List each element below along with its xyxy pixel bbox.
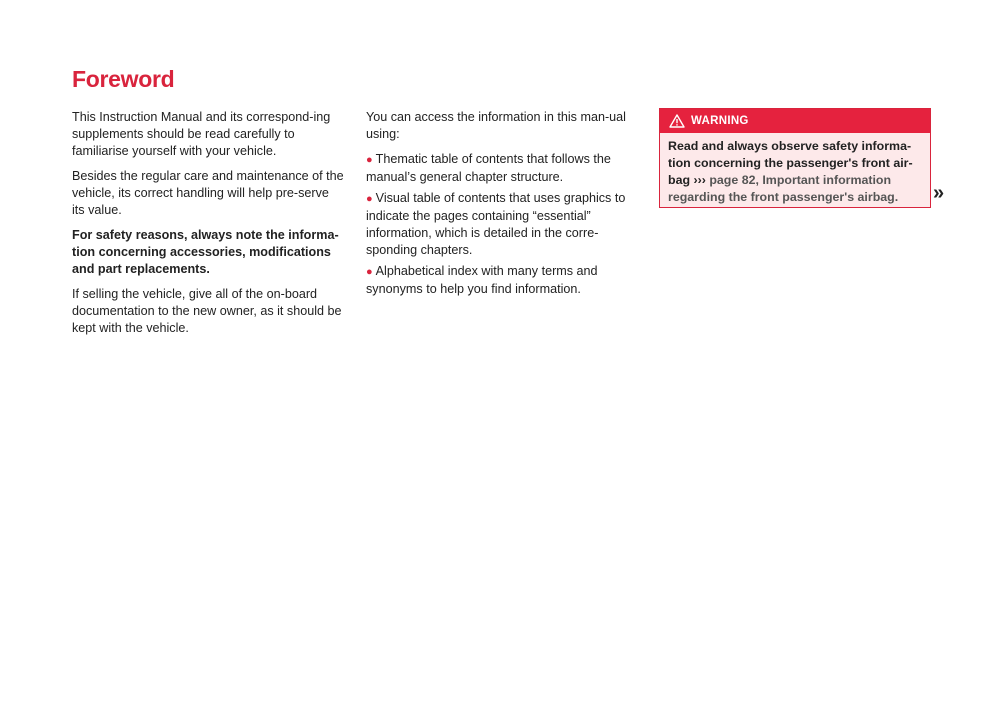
warning-label: WARNING [691, 115, 749, 127]
continue-arrow-icon: » [933, 182, 945, 204]
warning-box [659, 108, 931, 208]
paragraph: This Instruction Manual and its correspond-ing supplements should be read carefully to familiarise yourself with your vehicle. [72, 110, 331, 158]
bullet-icon: ● [366, 193, 373, 205]
page-title: Foreword [72, 66, 175, 92]
intro-paragraph: You can access the information in this man-ual using: [366, 110, 626, 141]
bullet-icon: ● [366, 266, 373, 278]
page-reference-link[interactable]: page 82, Important information regarding the front passenger's airbag. [668, 173, 899, 204]
bullet-icon: ● [366, 154, 373, 166]
warning-header [660, 109, 930, 133]
list-item-text: Visual table of contents that uses graphics to indicate the pages containing “essential” information, which is detailed in the corre-sponding chapters. [366, 191, 626, 257]
warning-triangle-icon [669, 114, 685, 128]
column-middle [366, 109, 636, 302]
list-item-text: Alphabetical index with many terms and synonyms to help you find information. [366, 264, 598, 296]
list-item [366, 263, 636, 298]
paragraph: Besides the regular care and maintenance of the vehicle, its correct handling will help pre-serve its value. [72, 169, 344, 217]
reference-arrows-icon: ››› [693, 173, 706, 187]
paragraph: If selling the vehicle, give all of the on-board documentation to the new owner, as it should be kept with the vehicle. [72, 287, 342, 335]
list-item-text: Thematic table of contents that follows the manual’s general chapter structure. [366, 152, 611, 184]
column-left [72, 109, 344, 345]
list-item [366, 151, 636, 186]
warning-message: Read and always observe safety informa-tion concerning the passenger's front air-bag [668, 139, 913, 187]
safety-paragraph: For safety reasons, always note the informa-tion concerning accessories, modifications and part replacements. [72, 228, 339, 276]
list-item [366, 190, 636, 259]
warning-text [660, 133, 930, 206]
